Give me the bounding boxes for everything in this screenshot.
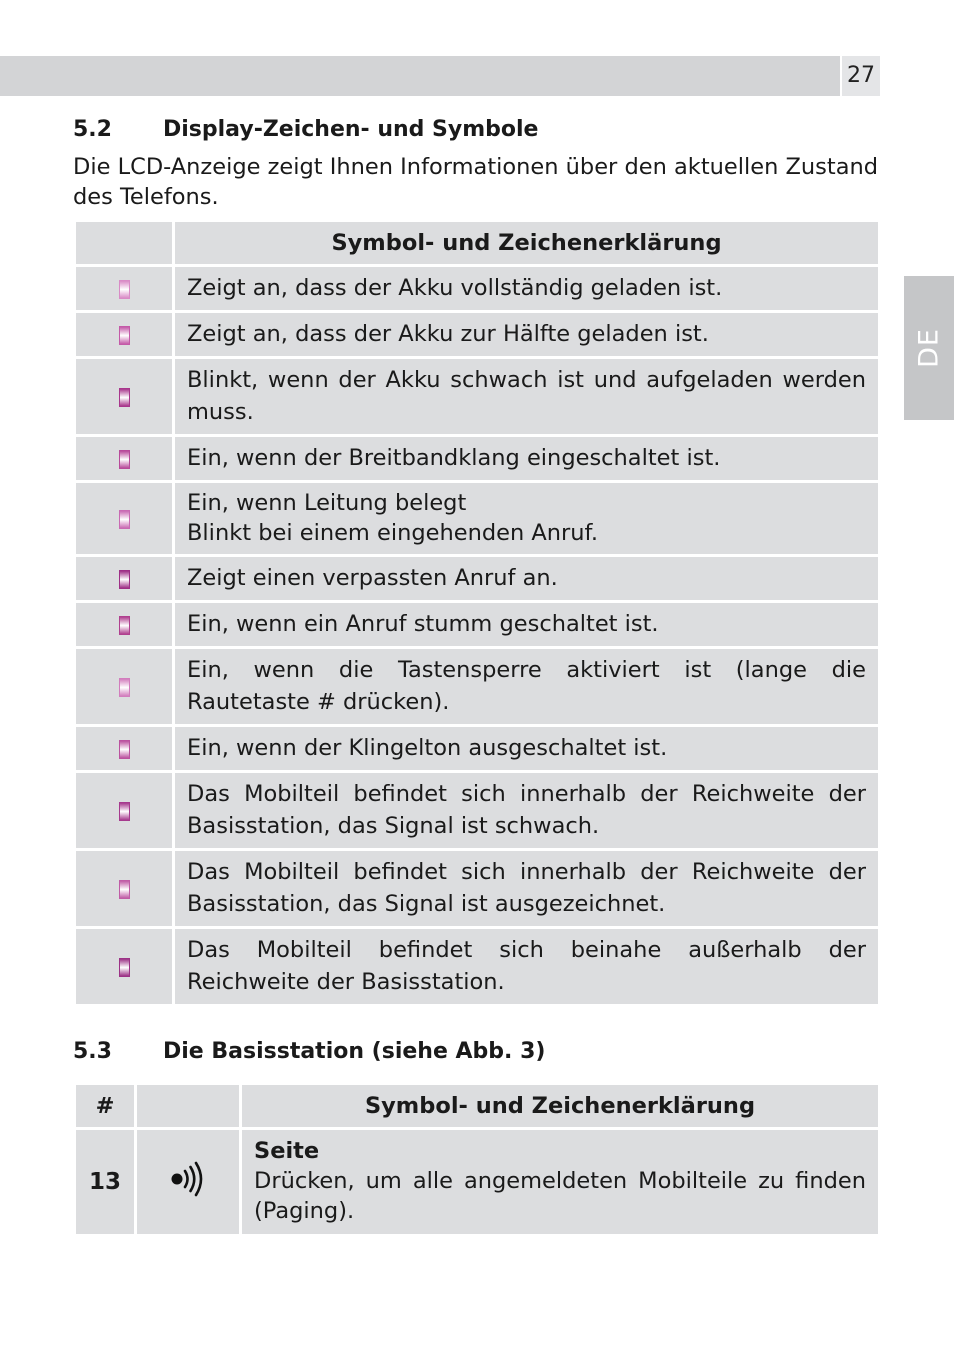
intro-paragraph: Die LCD-Anzeige zeigt Ihnen Informationen über den aktuellen Zustand des Telefons.	[73, 154, 879, 210]
mute-icon	[119, 616, 130, 635]
table-row	[76, 483, 878, 554]
table-row	[76, 359, 878, 434]
row-description-line2: Blinkt bei einem eingehenden Anruf.	[187, 520, 598, 546]
key-number: 13	[76, 1130, 134, 1234]
table-row	[76, 313, 878, 356]
keylock-icon	[119, 678, 130, 697]
row-description: Blinkt, wenn der Akku schwach ist und aufgeladen werden muss.	[187, 367, 866, 425]
section-number: 5.2	[73, 117, 112, 142]
icon-column-header	[137, 1085, 239, 1127]
language-tab	[904, 276, 954, 420]
base-station-table	[73, 1082, 881, 1237]
explanation-column-header: Symbol- und Zeichenerklärung	[242, 1085, 878, 1127]
key-title: Seite	[254, 1138, 320, 1164]
table-row	[76, 267, 878, 310]
section-title: Display-Zeichen- und Symbole	[163, 117, 539, 142]
table-row	[76, 649, 878, 724]
signal-out-of-range-icon	[119, 958, 130, 977]
section-heading-5-2	[73, 117, 538, 142]
number-column-header: #	[76, 1085, 134, 1127]
row-description: Zeigt an, dass der Akku zur Hälfte geladen ist.	[187, 321, 709, 347]
table-row	[76, 603, 878, 646]
table-row	[76, 1130, 878, 1234]
section-heading-5-3	[73, 1039, 545, 1064]
table-row	[76, 727, 878, 770]
missed-call-icon	[119, 570, 130, 589]
row-description: Ein, wenn Leitung belegt	[187, 490, 467, 516]
row-description: Zeigt an, dass der Akku vollständig geladen ist.	[187, 275, 723, 301]
battery-half-icon	[119, 326, 130, 345]
icon-column-header	[76, 222, 172, 264]
battery-low-icon	[119, 388, 130, 407]
line-busy-icon	[119, 510, 130, 529]
row-description: Zeigt einen verpassten Anruf an.	[187, 565, 558, 591]
row-description: Ein, wenn der Breitbandklang eingeschaltet ist.	[187, 445, 721, 471]
section-number: 5.3	[73, 1039, 112, 1064]
explanation-column-header: Symbol- und Zeichenerklärung	[175, 222, 878, 264]
row-description: Das Mobilteil befindet sich innerhalb der Reichweite der Basisstation, das Signal ist schwach.	[187, 781, 866, 839]
signal-weak-icon	[119, 802, 130, 821]
key-description: Drücken, um alle angemeldeten Mobilteile zu finden (Paging).	[254, 1168, 866, 1224]
table-row	[76, 851, 878, 926]
row-description: Das Mobilteil befindet sich innerhalb der Reichweite der Basisstation, das Signal ist ausgezeichnet.	[187, 859, 866, 917]
battery-full-icon	[119, 280, 130, 299]
header-bar	[0, 56, 840, 96]
table-header-row	[76, 222, 878, 264]
section-title: Die Basisstation (siehe Abb. 3)	[163, 1039, 546, 1064]
page-number: 27	[842, 56, 880, 96]
row-description: Ein, wenn der Klingelton ausgeschaltet ist.	[187, 735, 668, 761]
table-row	[76, 437, 878, 480]
row-description: Ein, wenn ein Anruf stumm geschaltet ist.	[187, 611, 659, 637]
language-tab-label: DE	[913, 328, 945, 368]
row-description: Ein, wenn die Tastensperre aktiviert ist (lange die Rautetaste # drücken).	[187, 657, 866, 715]
row-description: Das Mobilteil befindet sich beinahe außerhalb der Reichweite der Basisstation.	[187, 937, 866, 995]
ringer-off-icon	[119, 740, 130, 759]
table-header-row	[76, 1085, 878, 1127]
table-row	[76, 557, 878, 600]
signal-excellent-icon	[119, 880, 130, 899]
table-row	[76, 929, 878, 1004]
wideband-icon	[119, 450, 130, 469]
symbol-table	[73, 219, 881, 1007]
paging-icon	[168, 1160, 208, 1198]
table-row	[76, 773, 878, 848]
